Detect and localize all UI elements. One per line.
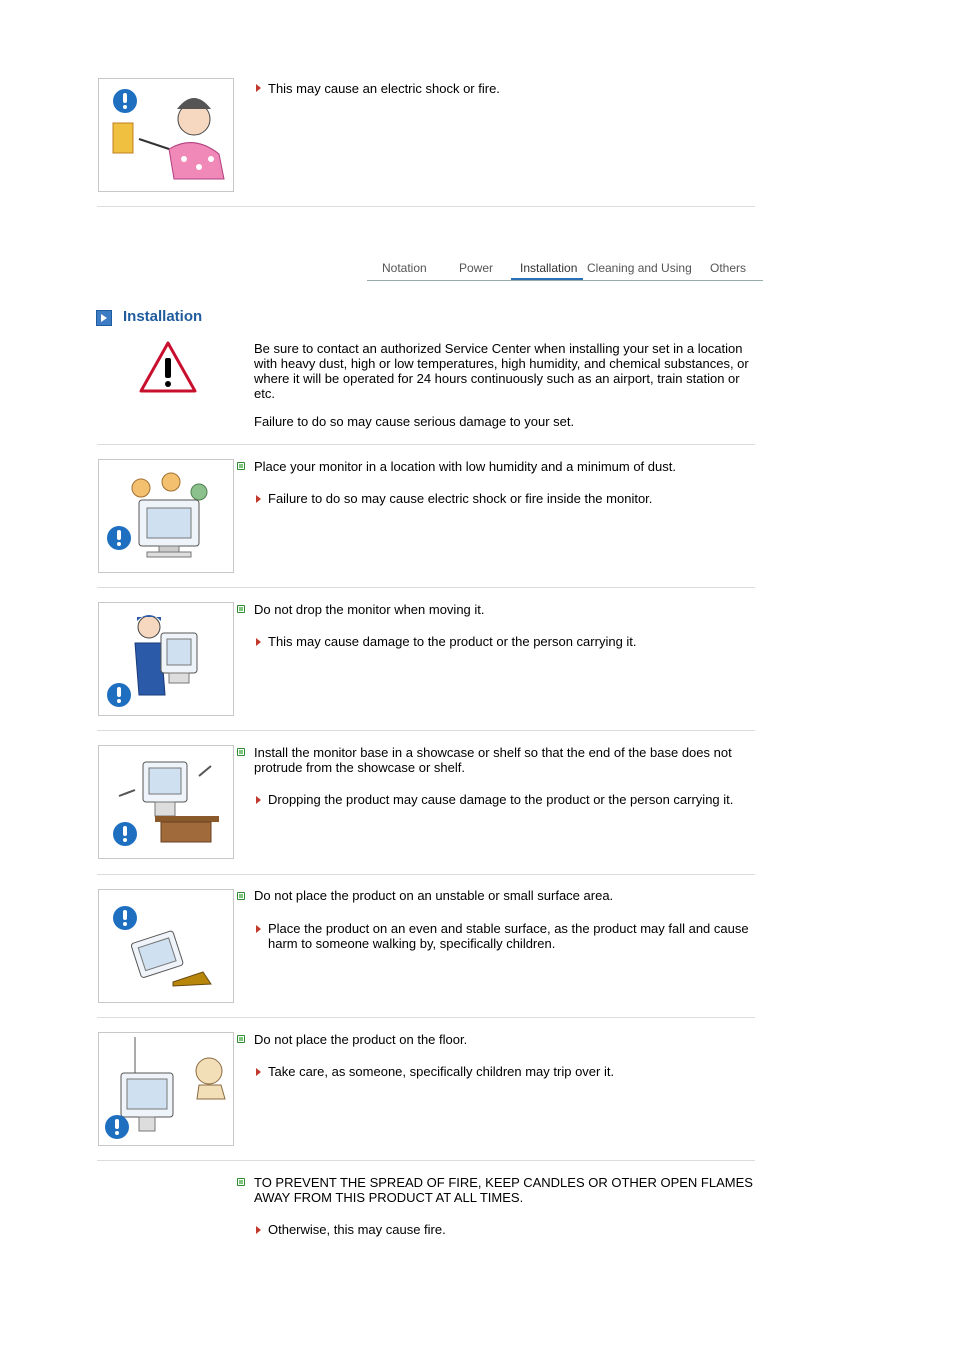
bullet-icon xyxy=(237,748,245,756)
section-intro-note: Failure to do so may cause serious damage to your set. xyxy=(254,414,575,429)
bullet-icon xyxy=(237,892,245,900)
arrow-icon xyxy=(256,84,261,92)
monitor-on-floor-illustration xyxy=(98,1032,234,1146)
tab-notation[interactable]: Notation xyxy=(382,261,427,275)
electric-plug-illustration xyxy=(98,78,234,192)
monitor-on-shelf-illustration xyxy=(98,745,234,859)
tab-installation[interactable]: Installation xyxy=(520,261,578,275)
tilting-monitor-illustration xyxy=(98,889,234,1003)
item-sub: Otherwise, this may cause fire. xyxy=(268,1222,446,1237)
arrow-icon xyxy=(256,638,261,646)
item-main: Install the monitor base in a showcase or shelf so that the end of the base does not protrude from the showcase or shelf. xyxy=(254,745,732,775)
item-sub: Failure to do so may cause electric shock or fire inside the monitor. xyxy=(268,491,653,506)
divider xyxy=(97,1160,755,1161)
item-main: Do not place the product on an unstable or small surface area. xyxy=(254,888,614,903)
section-tabs xyxy=(367,258,763,281)
item-main: Place your monitor in a location with low humidity and a minimum of dust. xyxy=(254,459,676,474)
item-sub: Place the product on an even and stable surface, as the product may fall and cause harm to someone walking by, specifically children. xyxy=(268,921,749,951)
warning-triangle-icon xyxy=(138,340,198,397)
item-main: Do not place the product on the floor. xyxy=(254,1032,468,1047)
bullet-icon xyxy=(237,462,245,470)
top-item-sub: This may cause an electric shock or fire. xyxy=(268,81,500,96)
bullet-icon xyxy=(237,1178,245,1186)
divider xyxy=(97,874,755,875)
arrow-icon xyxy=(256,1226,261,1234)
arrow-icon xyxy=(256,925,261,933)
item-main: Do not drop the monitor when moving it. xyxy=(254,602,485,617)
arrow-icon xyxy=(256,796,261,804)
arrow-icon xyxy=(256,495,261,503)
item-sub: Take care, as someone, specifically children may trip over it. xyxy=(268,1064,615,1079)
tab-cleaning-and-using[interactable]: Cleaning and Using xyxy=(587,261,692,275)
active-tab-indicator xyxy=(511,278,583,280)
divider xyxy=(97,1017,755,1018)
dusty-monitor-illustration xyxy=(98,459,234,573)
play-icon xyxy=(96,310,112,326)
bullet-icon xyxy=(237,605,245,613)
item-sub: This may cause damage to the product or the person carrying it. xyxy=(268,634,637,649)
section-intro: Be sure to contact an authorized Service Center when installing your set in a location with heavy dust, high or low temperatures, high humidity, and chemical substances, or where it will be operated for 24 hours continuously such as an airport, train station or etc. xyxy=(254,341,749,401)
divider xyxy=(97,444,755,445)
divider xyxy=(97,730,755,731)
tab-power[interactable]: Power xyxy=(459,261,494,275)
divider xyxy=(97,587,755,588)
divider xyxy=(97,206,755,207)
tab-others[interactable]: Others xyxy=(710,261,747,275)
item-sub: Dropping the product may cause damage to the product or the person carrying it. xyxy=(268,792,734,807)
section-title: Installation xyxy=(123,308,203,325)
arrow-icon xyxy=(256,1068,261,1076)
item-main: TO PREVENT THE SPREAD OF FIRE, KEEP CANDLES OR OTHER OPEN FLAMES AWAY FROM THIS PRODUCT AT ALL TIMES. xyxy=(254,1175,753,1205)
carrying-monitor-illustration xyxy=(98,602,234,716)
bullet-icon xyxy=(237,1035,245,1043)
